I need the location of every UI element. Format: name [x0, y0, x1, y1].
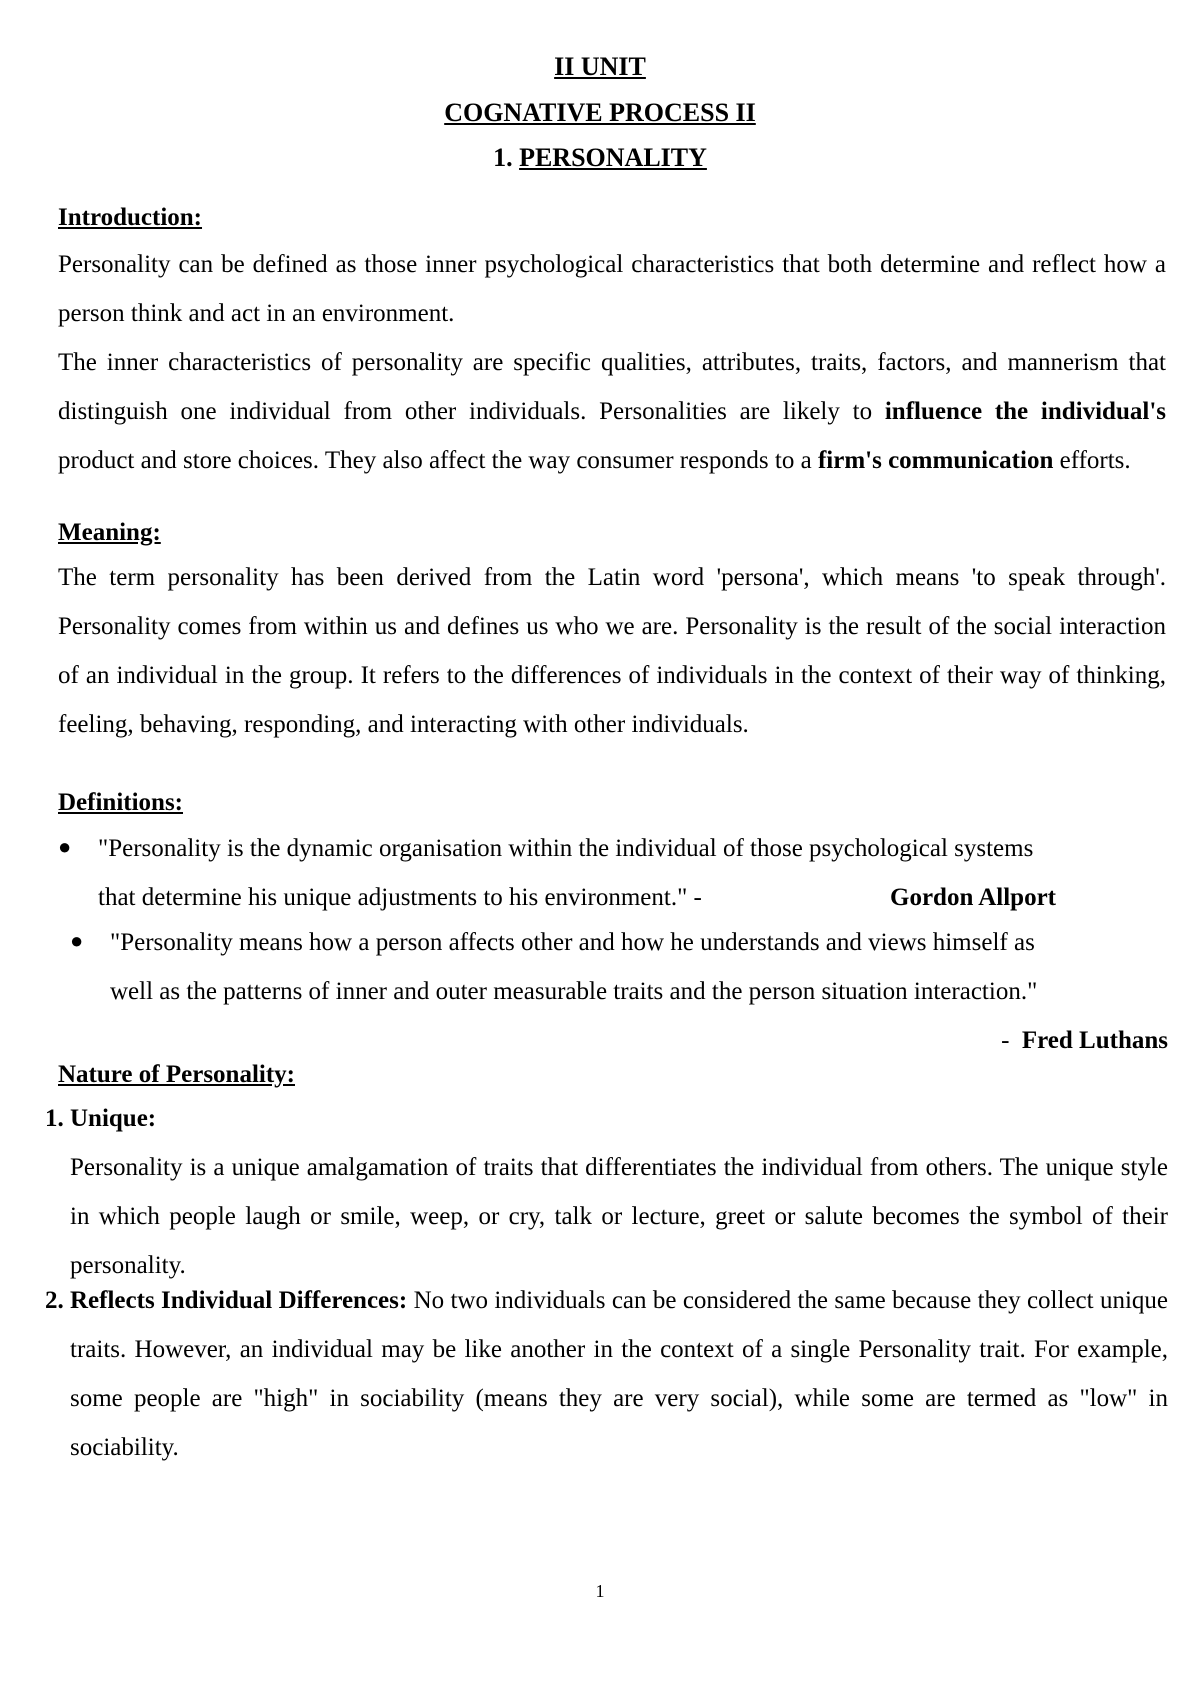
definition-2-attribution — [110, 1016, 1168, 1065]
definition-1-line-2: that determine his unique adjustments to his environment." - — [98, 884, 702, 911]
nature-item-2 — [45, 1276, 1168, 1472]
nature-item-1 — [45, 1094, 1168, 1290]
bullet-icon: ● — [70, 928, 84, 953]
nature-item-1-text: Personality is a unique amalgamation of traits that differentiates the individual from others. The unique style in which people laugh or smile, weep, or cry, talk or lecture, greet or salute becomes the symbol of their personality. — [70, 1154, 1168, 1279]
unit-heading — [0, 52, 1200, 82]
introduction-paragraph-1: Personality can be defined as those inner psychological characteristics that both determine and reflect how a person think and act in an environment. — [58, 251, 1166, 327]
meaning-heading: Meaning: — [58, 519, 161, 546]
nature-item-1-title: Unique: — [70, 1105, 157, 1132]
definition-2-line-1: "Personality means how a person affects other and how he understands and views himself as — [110, 929, 1035, 956]
definition-1-author: Gordon Allport — [890, 884, 1056, 911]
definitions-heading: Definitions: — [58, 789, 183, 816]
nature-item-2-content — [45, 1276, 1168, 1472]
definition-item-1 — [98, 824, 1168, 922]
section-title: PERSONALITY — [519, 143, 707, 172]
meaning-paragraph: The term personality has been derived from the Latin word 'persona', which means 'to speak through'. Personality comes from within us and defines us who we are. Personality is the result of the social interaction of an individual in the group. It refers to the differences of individuals in the context of their way of thinking, feeling, behaving, responding, and interacting with other individuals. — [58, 564, 1166, 738]
page-number: 1 — [595, 1581, 605, 1601]
unit-label: II UNIT — [554, 52, 646, 81]
section-number: 1. — [493, 143, 513, 172]
intro-p2-text-2: product and store choices. They also affect the way consumer responds to a — [58, 447, 818, 474]
nature-item-2-title: Reflects Individual Differences: — [70, 1287, 408, 1314]
bullet-icon: ● — [58, 834, 72, 859]
intro-p2-bold-2: firm's communication — [817, 447, 1054, 474]
definition-2-line-2: well as the patterns of inner and outer measurable traits and the person situation interaction." — [110, 978, 1038, 1005]
intro-p2-tail: efforts. — [1053, 447, 1131, 474]
definition-1-line-2-row — [98, 873, 1168, 922]
definition-2-author-dash: - — [1001, 1027, 1010, 1054]
meaning-body — [58, 553, 1166, 749]
nature-item-1-title-row — [45, 1094, 1168, 1143]
section-heading — [0, 143, 1200, 173]
document-title — [0, 98, 1200, 128]
definition-1-line-1: "Personality is the dynamic organisation within the individual of those psychological systems — [98, 835, 1034, 862]
introduction-body — [58, 240, 1166, 485]
title-label: COGNATIVE PROCESS II — [444, 98, 756, 127]
nature-item-2-text: No two individuals can be considered the same because they collect unique traits. However, an individual may be like another in the context of a single Personality trait. For example, some people are "high" in sociability (means they are very social), while some are termed as "low" in sociability. — [70, 1287, 1168, 1461]
introduction-heading: Introduction: — [58, 204, 203, 231]
nature-item-2-number: 2. — [45, 1287, 64, 1314]
introduction-paragraph-2 — [58, 338, 1166, 485]
definition-item-2 — [110, 918, 1168, 1065]
nature-heading: Nature of Personality: — [58, 1061, 295, 1088]
intro-p2-bold: influence the individual's — [884, 398, 1166, 425]
definition-2-author: Fred Luthans — [1021, 1027, 1168, 1054]
nature-item-1-number: 1. — [45, 1105, 64, 1132]
intro-p2-text: The inner characteristics of personality are specific qualities, attributes, traits, factors, and mannerism that distinguish one individual from other individuals. Personalities are likely to — [58, 349, 1166, 425]
